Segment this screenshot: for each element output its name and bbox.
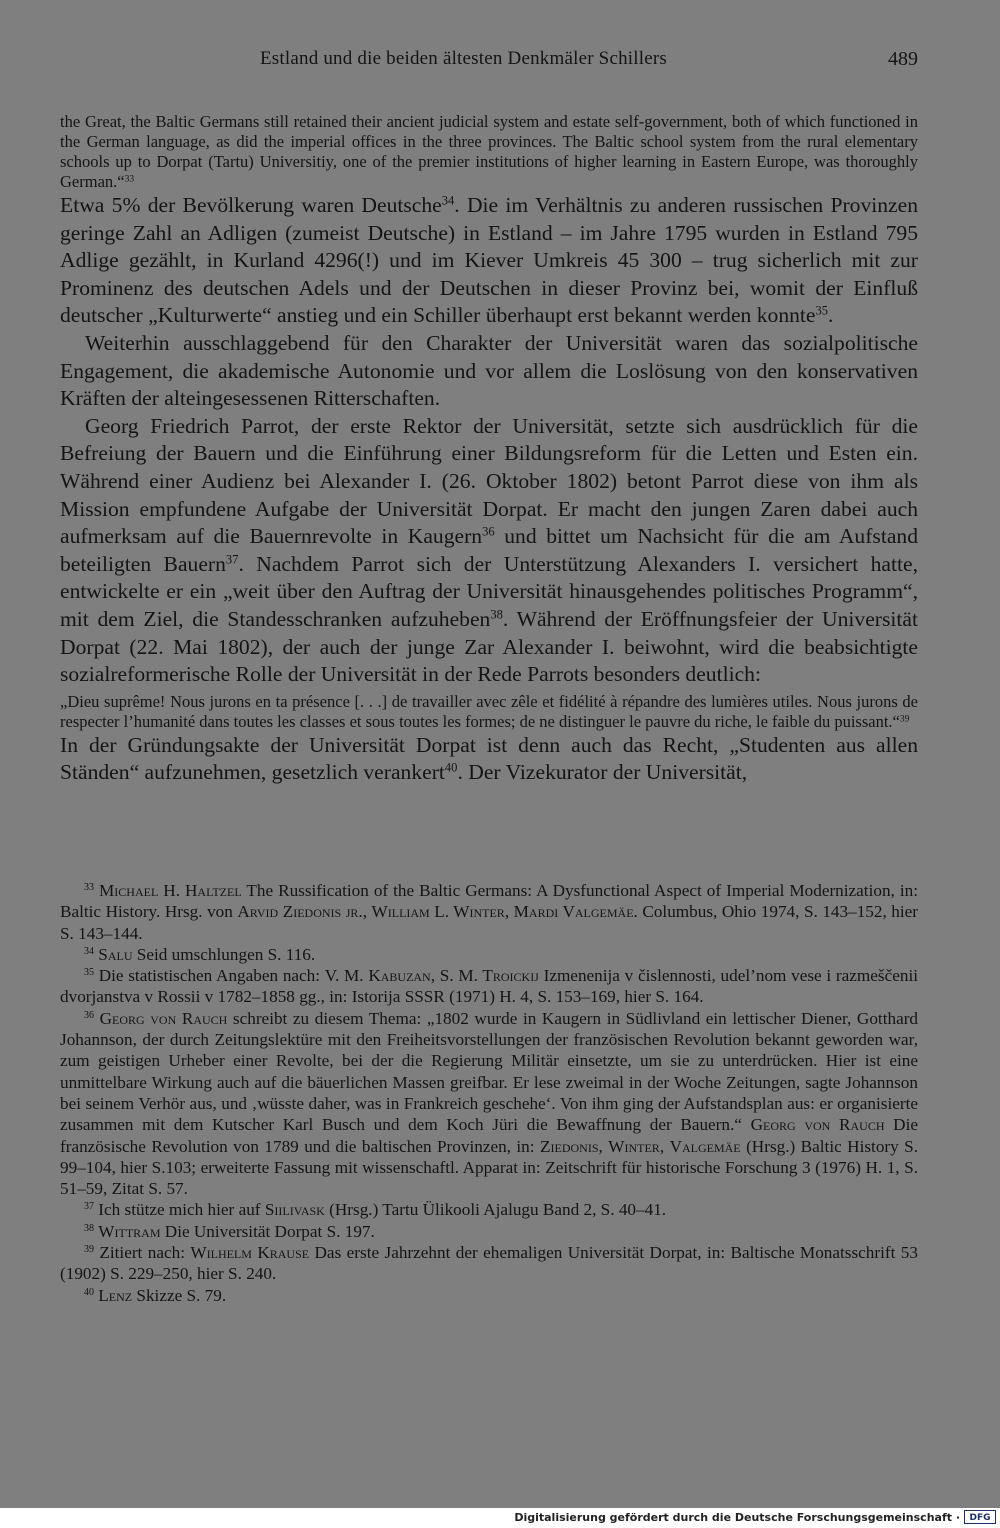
footnote-text: The Russification of the Baltic Germans: A Dysfunctional Aspect of Imperial Modernization, in: Baltic History. Hrsg. von (60, 881, 918, 922)
footnote-number: 38 (84, 1222, 94, 1234)
footnote-number: 35 (84, 967, 94, 979)
footnote-text: Die Universität Dorpat S. 197. (160, 1221, 375, 1241)
running-title: Estland und die beiden ältesten Denkmäler Schillers (260, 48, 667, 69)
footnote-text: , (362, 902, 372, 922)
footnote-text: Das erste Jahrzehnt der ehemaligen Universität Dorpat, in: Baltische Monatsschrift 53 (1902) S. 229–250, hier S. 240. (60, 1243, 918, 1284)
paragraph-text: . (828, 303, 834, 328)
page-number: 489 (888, 48, 918, 70)
paragraph-text: . Die im Verhältnis zu anderen russischen Provinzen geringe Zahl an Adligen (zumeist Deutsche) in Estland – im Jahre 1795 wurden in Estland 795 Adlige gezählt, in Kurland 4296(!) und im Kiever Umkreis 45 300 – trug sicherlich mit zur Prominenz des deutschen Adels und der Deutschen in dieser Provinz bei, womit der Einfluß deutscher „Kulturwerte“ anstieg und ein Schiller überhaupt erst bekannt werden konnte (60, 193, 919, 328)
footnote-author: Salu (98, 944, 133, 964)
footnote-ref-35: 35 (815, 303, 829, 318)
footnote-number: 40 (84, 1286, 94, 1298)
footnote-34 (60, 944, 918, 965)
footnote-number: 33 (84, 882, 94, 894)
footnote-author: Wilhelm Krause (190, 1243, 310, 1263)
footnote-editor: Ziedonis (540, 1136, 599, 1156)
footnote-37 (60, 1199, 918, 1220)
footnote-number: 39 (84, 1244, 94, 1256)
paragraph-university-character (60, 330, 918, 413)
footnote-author: Michael H. Haltzel (99, 881, 242, 900)
footnote-ref-39: 39 (899, 712, 910, 724)
footnote-editor: William L. Winter (371, 902, 505, 922)
footnote-text: Ich stütze mich hier auf (93, 1200, 265, 1220)
footnote-author: Siilivask (264, 1200, 325, 1220)
paragraph-text: In der Gründungsakte der Universität Dorpat ist denn auch das Recht, „Studenten aus allen Ständen“ aufzunehmen, gesetzlich verankert (60, 732, 918, 785)
footnote-35 (60, 965, 918, 1008)
paragraph-population (60, 192, 918, 330)
footnote-ref-38: 38 (490, 607, 503, 622)
footnote-editor: Valgemäe (669, 1136, 741, 1156)
footnote-text: schreibt zu diesem Thema: „1802 wurde in Kaugern in Südlivland ein lettischer Diener, Gotthard Johannson, der durch Zeitungslektüre mit den Freiheitsvorstellungen der französischen Revolution bekannt geworden war, zum geistigen Urheber einer Revolte, bei der die Regierung Militär einsetzte, um sie zu unterdrücken. Hier ist eine unmittelbare Wirkung auch auf die bäuerlichen Massen greifbar. Er lese zweimal in der Woche Zeitungen, sagte Johannson bei seinem Verhör aus, und ‚wüsste daher, was in Frankreich geschehe‘. Von ihm ging der Aufstandsplan aus: er organisierte zusammen mit dem Kutscher Karl Busch und dem Koch Jüri die Bewaffnung der Bauern.“ (60, 1008, 919, 1135)
footnote-36 (60, 1008, 918, 1200)
paragraph-text: Weiterhin ausschlaggebend für den Charakter der Universität waren das sozialpolitische Engagement, die akademische Autonomie und vor allem die Loslösung von den konservativen Kräften der alteingesessenen Ritterschaften. (60, 330, 918, 411)
footnote-text: , (430, 966, 440, 986)
footnote-number: 34 (84, 945, 94, 957)
footnote-editor: Arvid Ziedonis jr. (237, 902, 363, 922)
footnote-text: Izmenenija v čislennosti, udel’nom vese i razmeščenii dvorjanstva v Rossii v 1782–1858 gg., in: Istorija SSSR (1971) H. 4, S. 153–169, hier S. 164. (60, 966, 918, 1007)
footnote-editor: Winter (608, 1136, 660, 1156)
footnote-33 (60, 880, 918, 944)
paragraph-parrot (60, 413, 918, 689)
footnote-number: 37 (84, 1201, 94, 1213)
footnote-ref-34: 34 (441, 193, 455, 208)
footnote-38 (60, 1221, 918, 1242)
footnote-39 (60, 1242, 918, 1285)
footnote-text: Die französische Revolution von 1789 und die baltischen Provinzen, in: (60, 1115, 918, 1156)
footnote-text: , (659, 1136, 670, 1156)
footnote-text: Zitiert nach: (93, 1243, 191, 1263)
paragraph-text: . Während der Eröffnungsfeier der Universität Dorpat (22. Mai 1802), der auch der junge Zar Alexander I. beiwohnt, wird die beabsichtigte sozialreformerische Rolle der Universität in der Rede Parrots besonders deutlich: (60, 606, 918, 687)
paragraph-text: . Der Vizekurator der Universität, (457, 760, 748, 785)
dfg-logo: DFG (964, 1510, 996, 1524)
footnote-text: , (504, 902, 514, 922)
footnote-number: 36 (84, 1009, 94, 1021)
footnote-text: Seid umschlungen S. 116. (132, 944, 316, 964)
digitization-footer (0, 1508, 1000, 1528)
footnote-editor: Mardi Valgemäe (513, 902, 634, 922)
footnote-ref-36: 36 (482, 524, 495, 539)
dfg-credit: Digitalisierung gefördert durch die Deutsche Forschungsgemeinschaft · (514, 1511, 960, 1524)
footnote-text: (Hrsg.) Tartu Ülikooli Ajalugu Band 2, S. 40–41. (324, 1200, 667, 1220)
footnote-ref-33: 33 (124, 173, 135, 185)
quote-text: the Great, the Baltic Germans still retained their ancient judicial system and estate self-government, both of which functioned in the German language, as did the imperial offices in the three provinces. The Baltic school system from the rural elementary schools up to Dorpat (Tartu) Universitiy, one of the premier institutions of higher learning in Eastern Europe, was thoroughly German.“ (60, 112, 918, 191)
footnotes (60, 880, 918, 1306)
footnote-text: (Hrsg.) Baltic History S. 99–104, hier S.103; erweiterte Fassung mit wissenschaftl. Apparat in: Zeitschrift für historische Forschung 3 (1976) H. 1, S. 51–59, Zitat S. 57. (60, 1136, 919, 1199)
footnote-author: S. M. Troickij (439, 966, 539, 986)
footnote-text: . Columbus, Ohio 1974, S. 143–152, hier S. 143–144. (60, 902, 919, 943)
block-quote-french (60, 692, 918, 732)
footnote-author: V. M. Kabuzan (324, 966, 431, 986)
footnote-author: Georg von Rauch (99, 1008, 228, 1028)
footnote-text: Skizze S. 79. (132, 1285, 227, 1305)
footnote-author: Lenz (98, 1285, 133, 1305)
footnote-author: Georg von Rauch (750, 1115, 885, 1135)
main-text (60, 112, 918, 787)
footnote-ref-37: 37 (225, 552, 239, 567)
footnote-text: Die statistischen Angaben nach: (93, 966, 325, 986)
footnote-ref-40: 40 (444, 760, 458, 775)
quote-text: „Dieu suprême! Nous jurons en ta présence [. . .] de travailler avec zêle et fidélité à répandre des lumières utiles. Nous jurons de respecter l’humanité dans toutes les classes et sous toutes les formes; de ne distinguer le pauvre du riche, le faible du puissant.“ (60, 691, 918, 731)
paragraph-text: Etwa 5% der Bevölkerung waren Deutsche (60, 193, 442, 217)
page-header (60, 48, 918, 78)
footnote-author: Wittram (98, 1221, 161, 1241)
paragraph-text: Georg Friedrich Parrot, der erste Rektor der Universität, setzte sich ausdrücklich für die Befreiung der Bauern und die Einführung einer Bildungsreform für die Letten und Esten ein. Während einer Audienz bei Alexander I. (26. Oktober 1802) betont Parrot diese von ihm als Mission empfundene Aufgabe der Universität Dorpat. Er macht den jungen Zaren dabei auch aufmerksam auf die Bauernrevolte in Kaugern (60, 413, 918, 549)
block-quote-english (60, 112, 918, 192)
footnote-text: , (598, 1136, 609, 1156)
footnote-40 (60, 1285, 918, 1306)
paragraph-founding-act (60, 732, 918, 787)
paragraph-text: . Nachdem Parrot sich der Unterstützung Alexanders I. versichert hatte, entwickelte er ein „weit über den Auftrag der Universität hinausgehendes politisches Programm“, mit dem Ziel, die Standesschranken aufzuheben (60, 551, 918, 631)
paragraph-text: und bittet um Nachsicht für die am Aufstand beteiligten Bauern (60, 524, 918, 576)
